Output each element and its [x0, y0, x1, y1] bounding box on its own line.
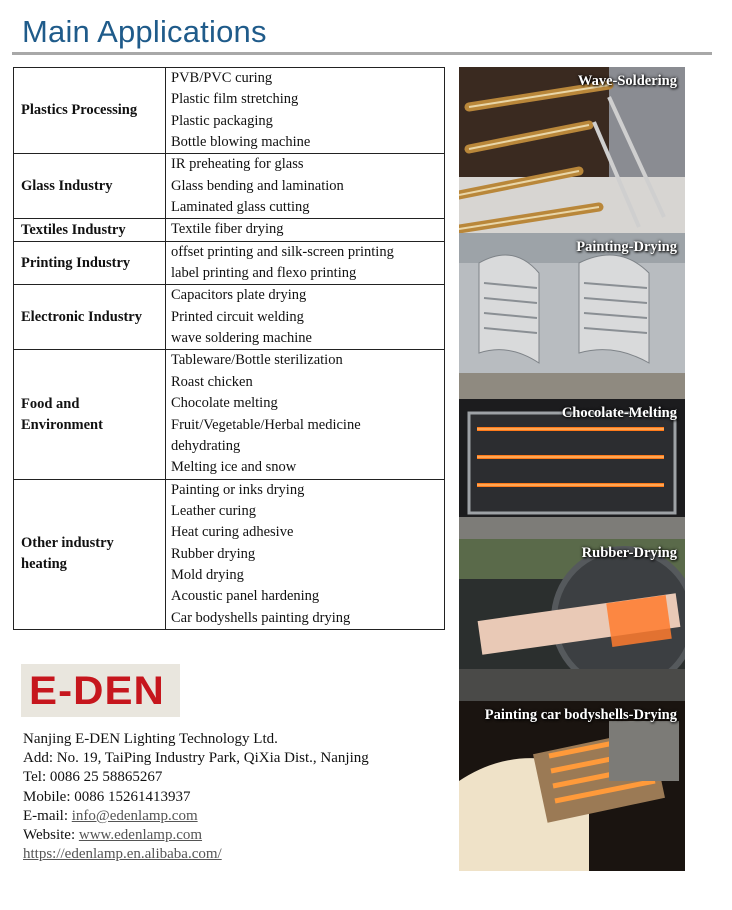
category-cell: [14, 479, 166, 629]
table-row: [14, 154, 445, 219]
application-item: offset printing and silk-screen printing: [171, 243, 394, 260]
title-divider: [12, 52, 712, 55]
application-item: Painting or inks drying: [171, 481, 305, 498]
application-item: wave soldering machine: [171, 330, 312, 347]
category-cell: [14, 350, 166, 479]
category-label: Textiles Industry: [21, 221, 126, 238]
wave-soldering-image: [459, 67, 685, 233]
category-cell: [14, 68, 166, 154]
photo-painting-drying: [459, 233, 685, 399]
photo-caption: Painting-Drying: [576, 239, 677, 255]
email-link[interactable]: info@edenlamp.com: [71, 807, 198, 824]
company-address: Add: No. 19, TaiPing Industry Park, QiXia Dist., Nanjing: [23, 750, 369, 767]
company-mobile: Mobile: 0086 15261413937: [23, 788, 191, 805]
application-item: Bottle blowing machine: [171, 134, 311, 151]
items-cell: [166, 241, 445, 285]
category-label: heating: [21, 556, 67, 573]
table-row: [14, 350, 445, 479]
company-name: Nanjing E-DEN Lighting Technology Ltd.: [23, 731, 278, 747]
application-item: PVB/PVC curing: [171, 70, 273, 86]
items-cell: [166, 350, 445, 479]
photo-rubber-drying: [459, 539, 685, 701]
company-logo: [21, 664, 180, 717]
category-label: Glass Industry: [21, 177, 113, 194]
application-item: Glass bending and lamination: [171, 177, 344, 194]
photo-caption: Rubber-Drying: [581, 545, 677, 561]
table-row: [14, 241, 445, 285]
table-row: [14, 479, 445, 629]
items-cell: [166, 154, 445, 219]
application-item: Car bodyshells painting drying: [171, 609, 351, 626]
website-link[interactable]: www.edenlamp.com: [78, 827, 203, 844]
application-item: label printing and flexo printing: [171, 265, 357, 282]
alibaba-line: [23, 845, 369, 864]
company-tel: Tel: 0086 25 58865267: [23, 769, 163, 786]
application-item: Printed circuit welding: [171, 308, 304, 325]
category-label: Electronic Industry: [21, 308, 142, 325]
category-cell: [14, 241, 166, 285]
category-cell: [14, 154, 166, 219]
photo-caption: Chocolate-Melting: [561, 405, 677, 421]
application-item: Laminated glass cutting: [171, 199, 310, 216]
email-label: E-mail:: [23, 807, 72, 824]
application-item: Mold drying: [171, 566, 244, 583]
application-item: Capacitors plate drying: [171, 287, 307, 304]
category-cell: [14, 285, 166, 350]
application-item: dehydrating: [171, 437, 241, 454]
website-line: [23, 826, 369, 845]
website-label: Website:: [23, 827, 79, 844]
application-item: IR preheating for glass: [171, 156, 304, 173]
table-row: [14, 285, 445, 350]
application-item: Leather curing: [171, 502, 256, 519]
application-item: Fruit/Vegetable/Herbal medicine: [171, 416, 361, 433]
logo-text: E-DEN: [29, 669, 165, 713]
application-item: Textile fiber drying: [171, 221, 284, 238]
table-row: [14, 219, 445, 241]
application-item: Melting ice and snow: [171, 459, 297, 476]
table-row: [14, 68, 445, 154]
application-item: Chocolate melting: [171, 395, 278, 412]
application-item: Roast chicken: [171, 373, 253, 390]
application-item: Rubber drying: [171, 545, 256, 562]
contact-block: [23, 730, 369, 864]
items-cell: [166, 285, 445, 350]
items-cell: [166, 219, 445, 241]
photo-wave-soldering: [459, 67, 685, 233]
application-item: Tableware/Bottle sterilization: [171, 352, 343, 369]
car-bodyshells-drying-image: [459, 701, 685, 871]
category-label: Food and: [21, 395, 80, 412]
photo-car-bodyshells-drying: [459, 701, 685, 871]
category-cell: [14, 219, 166, 241]
application-item: Heat curing adhesive: [171, 524, 294, 541]
photo-caption: Wave-Soldering: [577, 73, 677, 89]
application-item: Plastic packaging: [171, 112, 273, 129]
items-cell: [166, 479, 445, 629]
photo-column: [459, 67, 685, 871]
category-label: Printing Industry: [21, 254, 131, 271]
application-item: Plastic film stretching: [171, 91, 299, 108]
photo-chocolate-melting: [459, 399, 685, 539]
rubber-drying-image: [459, 539, 685, 701]
items-cell: [166, 68, 445, 154]
photo-caption: Painting car bodyshells-Drying: [484, 707, 677, 723]
alibaba-link[interactable]: https://edenlamp.en.alibaba.com/: [23, 846, 222, 863]
page-title: Main Applications: [22, 14, 267, 49]
email-line: [23, 807, 369, 826]
application-item: Acoustic panel hardening: [171, 588, 320, 605]
category-label: Environment: [21, 416, 103, 433]
painting-drying-image: [459, 233, 685, 399]
applications-table: [13, 67, 445, 630]
category-label: Plastics Processing: [21, 102, 138, 119]
category-label: Other industry: [21, 535, 114, 552]
